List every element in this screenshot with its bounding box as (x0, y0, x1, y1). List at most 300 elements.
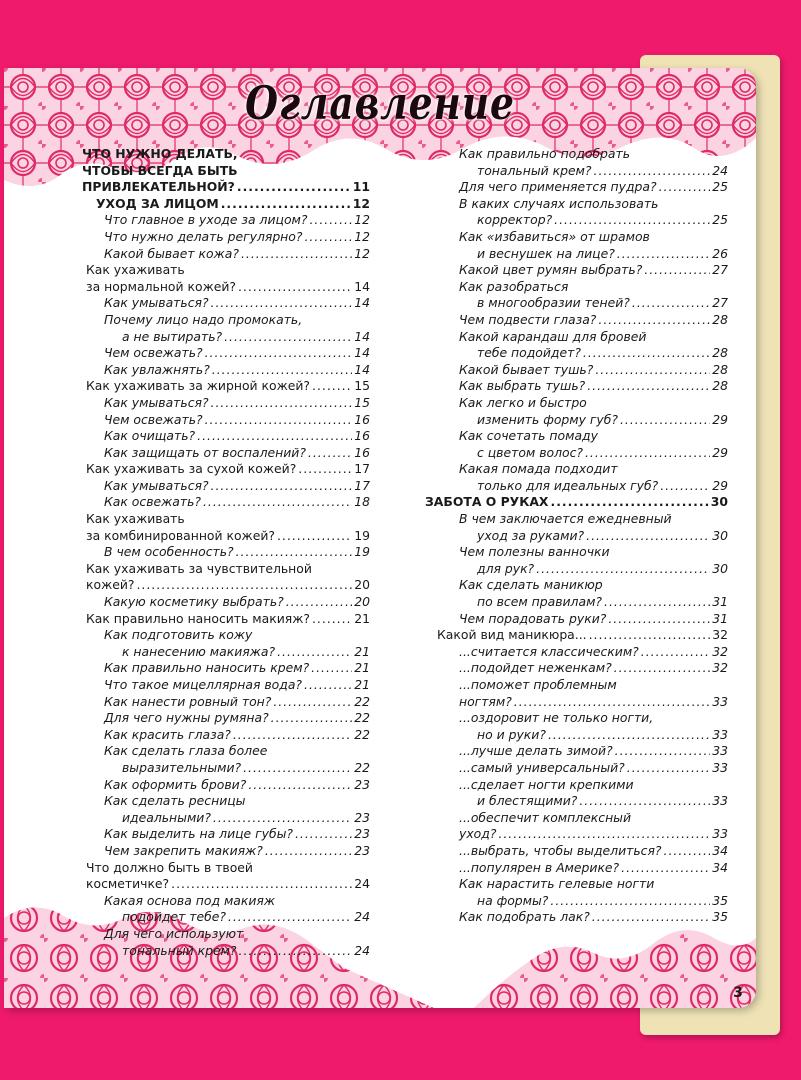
toc-leader-dots (583, 345, 710, 362)
toc-leader-dots (197, 428, 352, 445)
toc-entry (425, 461, 728, 478)
toc-entry-text: Как защищать от воспалений? (104, 444, 306, 460)
toc-leader-dots (621, 860, 710, 877)
toc-page-number: 32 (712, 660, 728, 676)
toc-entry-text: Как очищать? (104, 428, 196, 444)
toc-leader-dots (632, 295, 710, 312)
toc-page-number: 31 (712, 594, 728, 610)
toc-page-number: 12 (354, 212, 370, 228)
toc-entry (425, 312, 728, 329)
toc-leader-dots (241, 246, 352, 263)
toc-entry (82, 727, 370, 744)
toc-entry-text: кожей? (86, 577, 135, 593)
toc-entry-text: тебе подойдет? (477, 345, 581, 361)
toc-leader-dots (614, 660, 710, 677)
toc-page-number: 16 (354, 428, 370, 444)
toc-entry-text: Как ухаживать за чувствительной (86, 560, 312, 576)
toc-entry-text: уход? (459, 826, 497, 842)
toc-leader-dots (304, 677, 352, 694)
toc-entry-text: по всем правилам? (477, 594, 602, 610)
toc-entry-text: Как сделать глаза более (104, 743, 268, 759)
toc-entry-text: ...подойдет неженкам? (459, 660, 612, 676)
toc-entry-text: ногтям? (459, 693, 512, 709)
toc-page-number: 16 (354, 444, 370, 460)
toc-leader-dots (498, 826, 710, 843)
toc-entry-text: подойдет тебе? (122, 909, 226, 925)
toc-leader-dots (277, 644, 352, 661)
toc-entry (425, 329, 728, 346)
toc-entry (82, 793, 370, 810)
toc-entry-text: Как увлажнять? (104, 361, 210, 377)
toc-left-column (82, 146, 370, 959)
toc-entry (82, 478, 370, 495)
toc-page-number: 33 (712, 826, 728, 842)
toc-page-number: 33 (712, 759, 728, 775)
toc-page-number: 19 (354, 527, 370, 543)
toc-leader-dots (213, 810, 352, 827)
toc-entry-text: на формы? (477, 892, 549, 908)
toc-page-number: 25 (712, 179, 728, 195)
toc-leader-dots (312, 378, 352, 395)
toc-page-number: 14 (354, 328, 370, 344)
toc-entry (425, 345, 728, 362)
toc-leader-dots (243, 760, 352, 777)
toc-leader-dots (308, 445, 352, 462)
toc-entry (82, 196, 370, 213)
toc-entry-text: Как нарастить гелевые ногти (459, 876, 655, 892)
toc-entry (425, 362, 728, 379)
toc-entry-text: Как красить глаза? (104, 726, 231, 742)
toc-entry-text: Как сделать маникюр (459, 577, 603, 593)
toc-entry (82, 494, 370, 511)
toc-page-number: 24 (354, 876, 370, 892)
toc-page-number: 21 (354, 643, 370, 659)
toc-leader-dots (514, 694, 710, 711)
toc-entry (82, 362, 370, 379)
toc-entry-text: косметичке? (86, 876, 170, 892)
toc-entry (82, 246, 370, 263)
toc-entry-text: Какой бывает кожа? (104, 245, 239, 261)
toc-entry-text: Как «избавиться» от шрамов (459, 228, 650, 244)
page-title: Оглавление (245, 76, 515, 130)
toc-leader-dots (644, 262, 710, 279)
toc-page-number: 28 (712, 311, 728, 327)
toc-entry (425, 893, 728, 910)
toc-page-number: 16 (354, 411, 370, 427)
toc-entry (82, 461, 370, 478)
toc-leader-dots (212, 362, 352, 379)
toc-entry (82, 445, 370, 462)
toc-entry-text: ...лучше делать зимой? (459, 743, 613, 759)
toc-entry-text: для рук? (477, 560, 535, 576)
toc-entry-text: Чем закрепить макияж? (104, 842, 263, 858)
toc-page-number: 22 (354, 710, 370, 726)
toc-entry-text: изменить форму губ? (477, 411, 618, 427)
toc-entry (82, 395, 370, 412)
toc-entry (425, 810, 728, 827)
toc-entry-text: а не вытирать? (122, 328, 223, 344)
toc-leader-dots (221, 196, 351, 213)
toc-right-column (425, 146, 728, 926)
toc-page-number: 15 (354, 378, 370, 394)
toc-page-number: 34 (712, 859, 728, 875)
toc-entry (82, 627, 370, 644)
toc-leader-dots (312, 611, 352, 628)
toc-entry (82, 312, 370, 329)
toc-entry-text: ...считается классическим? (459, 643, 639, 659)
toc-page-number: 23 (354, 842, 370, 858)
toc-entry (425, 627, 728, 644)
toc-leader-dots (586, 528, 710, 545)
toc-entry (82, 561, 370, 578)
toc-leader-dots (579, 793, 710, 810)
toc-leader-dots (550, 893, 710, 910)
toc-entry (82, 544, 370, 561)
toc-page-number: 24 (354, 909, 370, 925)
toc-leader-dots (660, 478, 710, 495)
toc-entry (425, 594, 728, 611)
toc-entry (82, 826, 370, 843)
toc-leader-dots (205, 345, 352, 362)
toc-entry-text: Как правильно подобрать (459, 146, 631, 161)
toc-entry (82, 943, 370, 960)
toc-entry-text: Какая помада подходит (459, 461, 618, 477)
toc-page-number: 30 (712, 560, 728, 576)
toc-leader-dots (298, 461, 352, 478)
toc-entry-text: Как подготовить кожу (104, 627, 253, 643)
toc-entry-text: ЗАБОТА О РУКАХ (425, 494, 549, 510)
toc-entry (425, 860, 728, 877)
toc-leader-dots (608, 611, 710, 628)
toc-page-number: 14 (354, 278, 370, 294)
toc-leader-dots (594, 163, 711, 180)
toc-entry-text: Для чего используют (104, 925, 244, 941)
toc-page-number: 34 (712, 842, 728, 858)
toc-entry (82, 743, 370, 760)
toc-entry-text: Как правильно наносить макияж? (86, 610, 310, 626)
toc-page-number: 11 (352, 179, 370, 195)
toc-entry-text: Как умываться? (104, 394, 209, 410)
toc-entry-text: Как сделать ресницы (104, 793, 246, 809)
toc-entry-text: Как ухаживать (86, 511, 185, 527)
toc-page-number: 31 (712, 610, 728, 626)
toc-entry-text: к нанесению макияжа? (122, 643, 276, 659)
toc-entry-text: ЧТОБЫ ВСЕГДА БЫТЬ (82, 162, 238, 178)
toc-leader-dots (211, 395, 352, 412)
toc-entry (425, 611, 728, 628)
toc-leader-dots (265, 843, 352, 860)
toc-entry-text: корректор? (477, 212, 553, 228)
toc-entry (425, 428, 728, 445)
toc-entry-text: Как правильно наносить крем? (104, 660, 310, 676)
toc-page-number: 24 (712, 162, 728, 178)
toc-entry (425, 378, 728, 395)
toc-entry-text: Как умываться? (104, 295, 209, 311)
toc-entry (425, 246, 728, 263)
toc-entry-text: ...сделает ногти крепкими (459, 776, 634, 792)
toc-entry-text: только для идеальных губ? (477, 477, 659, 493)
toc-entry (425, 793, 728, 810)
toc-page-number: 18 (354, 494, 370, 510)
toc-page-number: 24 (354, 942, 370, 958)
toc-page-number: 27 (712, 295, 728, 311)
toc-entry-text: Как подобрать лак? (459, 909, 590, 925)
toc-page-number: 27 (712, 262, 728, 278)
toc-leader-dots (604, 594, 710, 611)
toc-entry-text: Как нанести ровный тон? (104, 693, 272, 709)
toc-page-number: 29 (712, 411, 728, 427)
toc-page-number: 22 (354, 693, 370, 709)
toc-page-number: 12 (354, 228, 370, 244)
toc-entry-text: Как умываться? (104, 477, 209, 493)
toc-leader-dots (304, 229, 352, 246)
toc-entry (425, 727, 728, 744)
toc-leader-dots (203, 494, 352, 511)
toc-page-number: 12 (354, 245, 370, 261)
toc-entry-text: Какой бывает тушь? (459, 361, 594, 377)
toc-leader-dots (136, 577, 352, 594)
toc-entry-text: Что главное в уходе за лицом? (104, 212, 308, 228)
toc-entry (82, 511, 370, 528)
toc-leader-dots (595, 362, 710, 379)
toc-leader-dots (554, 212, 710, 229)
toc-leader-dots (585, 445, 710, 462)
toc-leader-dots (548, 727, 710, 744)
toc-entry-text: Как оформить брови? (104, 776, 247, 792)
toc-entry (425, 279, 728, 296)
toc-entry (425, 196, 728, 213)
toc-entry (425, 843, 728, 860)
toc-entry (82, 378, 370, 395)
toc-entry (425, 229, 728, 246)
toc-entry-text: ПРИВЛЕКАТЕЛЬНОЙ? (82, 179, 235, 195)
toc-entry (82, 229, 370, 246)
toc-entry (425, 694, 728, 711)
toc-entry-text: Как освежать? (104, 494, 201, 510)
toc-page-number: 33 (712, 693, 728, 709)
toc-entry (425, 777, 728, 794)
toc-leader-dots (592, 909, 710, 926)
toc-leader-dots (211, 295, 352, 312)
toc-page-number: 33 (712, 793, 728, 809)
toc-entry-text: ...самый универсальный? (459, 759, 625, 775)
toc-entry (425, 212, 728, 229)
toc-entry-text: Какой карандаш для бровей (459, 328, 647, 344)
toc-entry (82, 345, 370, 362)
toc-entry (82, 146, 370, 163)
toc-page-number: 23 (354, 776, 370, 792)
toc-entry-text: Что должно быть в твоей (86, 859, 253, 875)
toc-leader-dots (659, 179, 710, 196)
toc-page-number: 33 (712, 726, 728, 742)
toc-page-number: 20 (354, 577, 370, 593)
toc-page-number: 26 (712, 245, 728, 261)
toc-page-number: 28 (712, 345, 728, 361)
toc-leader-dots (233, 727, 352, 744)
toc-entry-text: ...оздоровит не только ногти, (459, 710, 654, 726)
toc-entry (425, 577, 728, 594)
toc-entry-text: выразительными? (122, 759, 242, 775)
toc-entry-text: тональный крем? (477, 162, 592, 178)
toc-entry (82, 860, 370, 877)
toc-entry-text: Какой вид маникюра... (437, 627, 587, 643)
toc-entry-text: Как ухаживать за сухой кожей? (86, 461, 297, 477)
toc-entry-text: В чем особенность? (104, 544, 234, 560)
toc-page-number: 25 (712, 212, 728, 228)
toc-entry-text: Какую косметику выбрать? (104, 594, 284, 610)
toc-entry-text: ...поможет проблемным (459, 677, 617, 692)
toc-entry-text: Почему лицо надо промокать, (104, 311, 303, 327)
toc-page-number: 21 (354, 677, 370, 692)
toc-entry-text: Какая основа под макияж (104, 892, 276, 908)
toc-leader-dots (236, 544, 352, 561)
toc-entry-text: Для чего нужны румяна? (104, 710, 269, 726)
toc-entry (425, 179, 728, 196)
toc-leader-dots (598, 312, 710, 329)
toc-entry-text: Чем полезны ванночки (459, 544, 610, 560)
toc-leader-dots (641, 644, 710, 661)
toc-entry-text: за комбинированной кожей? (86, 527, 275, 543)
toc-entry (82, 710, 370, 727)
toc-leader-dots (171, 876, 352, 893)
toc-entry (82, 926, 370, 943)
toc-entry-text: с цветом волос? (477, 444, 583, 460)
toc-entry (82, 893, 370, 910)
toc-page-number: 35 (712, 892, 728, 908)
toc-entry-text: идеальными? (122, 809, 211, 825)
toc-entry (82, 528, 370, 545)
toc-entry (425, 262, 728, 279)
toc-page-number: 29 (712, 444, 728, 460)
toc-entry (425, 478, 728, 495)
toc-entry (82, 760, 370, 777)
toc-entry (425, 528, 728, 545)
toc-page-number: 14 (354, 361, 370, 377)
toc-page-number: 23 (354, 826, 370, 842)
toc-page-number: 12 (352, 195, 370, 211)
toc-leader-dots (627, 760, 710, 777)
toc-entry-text: Как ухаживать (86, 262, 185, 278)
toc-entry (82, 909, 370, 926)
toc-page-number: 29 (712, 477, 728, 493)
toc-entry-text: Чем освежать? (104, 345, 203, 361)
page-number: 3 (733, 985, 743, 1001)
toc-entry (82, 810, 370, 827)
toc-leader-dots (286, 594, 352, 611)
toc-entry-text: и веснушек на лице? (477, 245, 615, 261)
toc-leader-dots (237, 179, 351, 196)
toc-entry (425, 644, 728, 661)
toc-leader-dots (277, 528, 352, 545)
toc-entry-text: Как ухаживать за жирной кожей? (86, 378, 310, 394)
toc-entry-text: Чем подвести глаза? (459, 311, 597, 327)
toc-leader-dots (248, 777, 352, 794)
toc-page-number: 22 (354, 759, 370, 775)
toc-entry-text: ЧТО НУЖНО ДЕЛАТЬ, (82, 146, 238, 161)
toc-entry-text: Что такое мицеллярная вода? (104, 677, 302, 692)
toc-page-number: 28 (712, 378, 728, 394)
toc-page-number: 21 (354, 610, 370, 626)
toc-page-number: 30 (712, 527, 728, 543)
toc-entry-text: Какой цвет румян выбрать? (459, 262, 643, 278)
toc-entry (425, 760, 728, 777)
toc-entry-text: Чем освежать? (104, 411, 203, 427)
toc-leader-dots (228, 909, 352, 926)
toc-leader-dots (295, 826, 352, 843)
toc-entry (425, 395, 728, 412)
toc-entry-text: и блестящими? (477, 793, 578, 809)
toc-entry-text: Что нужно делать регулярно? (104, 228, 303, 244)
toc-entry (82, 329, 370, 346)
toc-entry (82, 611, 370, 628)
toc-leader-dots (271, 710, 352, 727)
toc-leader-dots (615, 743, 710, 760)
toc-leader-dots (309, 212, 352, 229)
toc-entry (425, 743, 728, 760)
toc-leader-dots (239, 943, 353, 960)
toc-entry (82, 279, 370, 296)
toc-entry (425, 710, 728, 727)
toc-page-number: 23 (354, 809, 370, 825)
toc-leader-dots (273, 694, 352, 711)
toc-entry (82, 179, 370, 196)
toc-page-number: 28 (712, 361, 728, 377)
toc-entry (425, 146, 728, 163)
toc-leader-dots (664, 843, 711, 860)
toc-entry (82, 677, 370, 694)
toc-entry (425, 544, 728, 561)
toc-leader-dots (224, 329, 352, 346)
toc-page-number: 35 (712, 909, 728, 925)
toc-entry-text: но и руки? (477, 726, 546, 742)
toc-page-number: 32 (712, 627, 728, 643)
toc-entry-text: Как легко и быстро (459, 394, 587, 410)
toc-page-number: 19 (354, 544, 370, 560)
toc-page-number: 32 (712, 643, 728, 659)
toc-entry (82, 262, 370, 279)
toc-entry-text: тональный крем? (122, 942, 237, 958)
toc-entry-text: за нормальной кожей? (86, 278, 236, 294)
toc-entry-text: В чем заключается ежедневный (459, 511, 672, 527)
toc-page-number: 15 (354, 394, 370, 410)
toc-leader-dots (617, 246, 710, 263)
toc-page-number: 22 (354, 726, 370, 742)
toc-leader-dots (620, 412, 710, 429)
toc-entry (425, 660, 728, 677)
toc-leader-dots (205, 412, 352, 429)
toc-entry (82, 843, 370, 860)
toc-page-number: 20 (354, 594, 370, 610)
toc-entry-text: ...обеспечит комплексный (459, 809, 632, 825)
toc-entry (425, 494, 728, 511)
toc-entry-text: уход за руками? (477, 527, 585, 543)
toc-entry (425, 511, 728, 528)
toc-entry (82, 594, 370, 611)
toc-entry (82, 876, 370, 893)
toc-entry (82, 644, 370, 661)
toc-entry-text: Как сочетать помаду (459, 428, 598, 444)
toc-entry (425, 909, 728, 926)
toc-leader-dots (587, 378, 710, 395)
toc-entry (82, 212, 370, 229)
toc-page-number: 14 (354, 345, 370, 361)
toc-leader-dots (536, 561, 710, 578)
toc-page-number: 14 (354, 295, 370, 311)
toc-entry (425, 445, 728, 462)
toc-entry-text: УХОД ЗА ЛИЦОМ (96, 195, 219, 211)
toc-entry (82, 777, 370, 794)
toc-entry-text: Как разобраться (459, 278, 569, 294)
